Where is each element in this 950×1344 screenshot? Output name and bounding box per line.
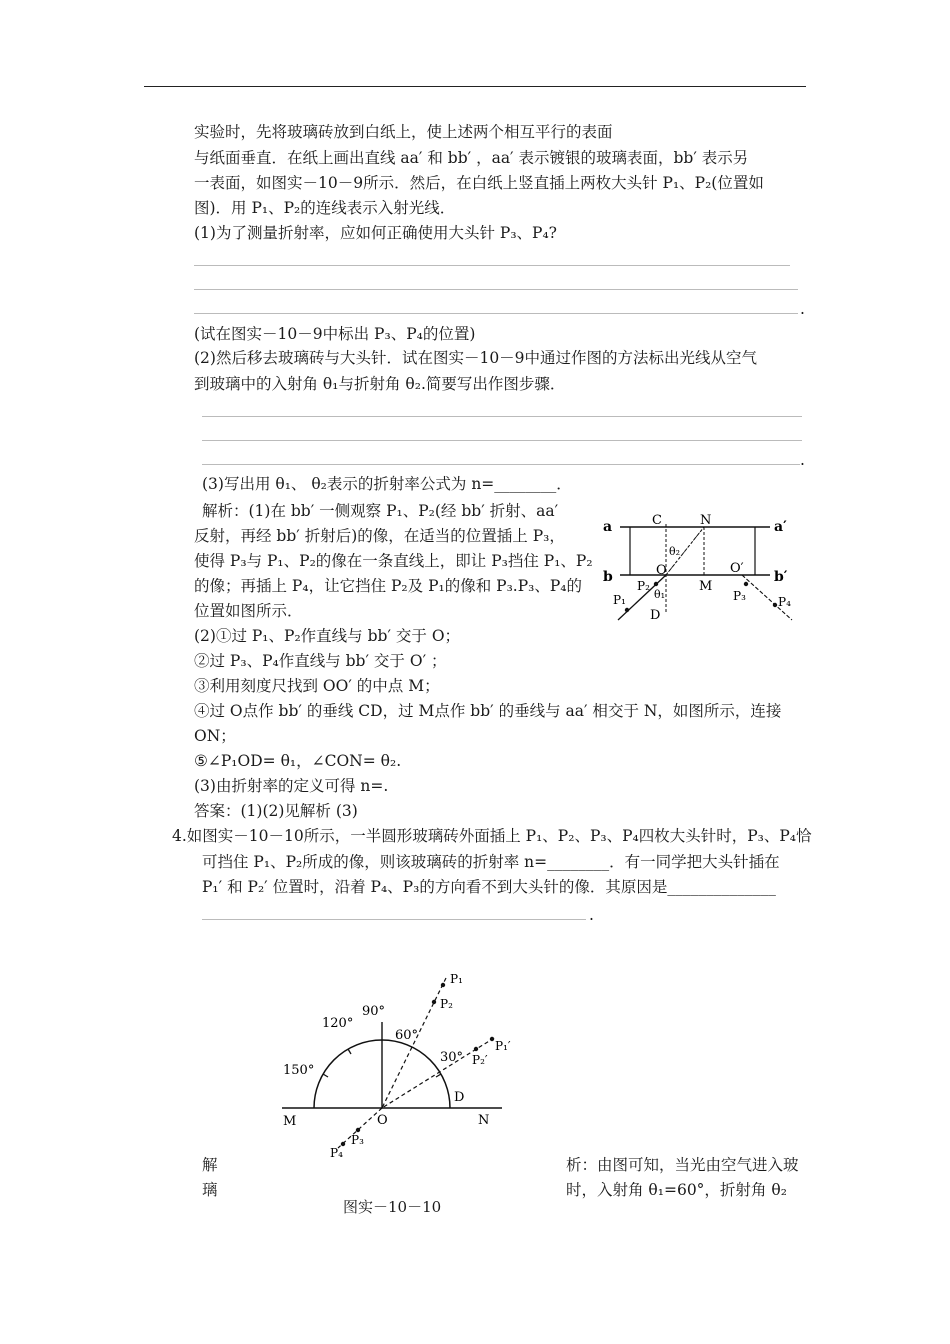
text-line: (2)①过 P₁、P₂作直线与 bb′ 交于 O； <box>194 627 461 645</box>
text-line: ②过 P₃、P₄作直线与 bb′ 交于 O′ ； <box>194 652 447 670</box>
pin-P1 <box>441 983 445 987</box>
figure-caption: 图实－10－10 <box>343 1198 442 1216</box>
label-M: M <box>283 1114 297 1129</box>
text-line: (3)写出用 θ₁、 θ₂表示的折射率公式为 n=________． <box>202 475 572 493</box>
text-line: 与纸面垂直．在纸上画出直线 aa′ 和 bb′ ，aa′ 表示镀银的玻璃表面，bb′ 表示另 <box>194 149 749 167</box>
label-P2: P₂ <box>637 579 650 593</box>
text-line: (试在图实－10－9中标出 P₃、P₄的位置) <box>194 325 476 343</box>
label-30: 30° <box>440 1050 464 1065</box>
text-line: 解析：(1)在 bb′ 一侧观察 P₁、P₂(经 bb′ 折射、aa′ <box>202 502 559 520</box>
label-C: C <box>652 513 662 528</box>
pin-P2 <box>654 582 658 586</box>
text-line: (2)然后移去玻璃砖与大头针．试在图实－10－9中通过作图的方法标出光线从空气 <box>194 349 758 367</box>
text-line: 答案：(1)(2)见解析 (3) <box>194 802 358 820</box>
label-P1: P₁ <box>450 972 463 986</box>
text-line: 实验时，先将玻璃砖放到白纸上，使上述两个相互平行的表面 <box>194 123 613 141</box>
text-line: 图)．用 P₁、P₂的连线表示入射光线． <box>194 199 456 217</box>
text-line: (3)由折射率的定义可得 n=. <box>194 777 389 795</box>
text-line: 解 <box>202 1156 218 1174</box>
label-P1: P₁ <box>613 593 626 607</box>
label-P1-prime: P₁′ <box>495 1039 511 1053</box>
text-line: ON； <box>194 727 236 745</box>
line-end-period: . <box>589 906 594 924</box>
answer-line <box>202 416 802 417</box>
label-O-prime: O′ <box>730 561 744 576</box>
pin-P1 <box>625 608 629 612</box>
text-line: ③利用刻度尺找到 OO′ 的中点 M； <box>194 677 440 695</box>
text-line: ④过 O点作 bb′ 的垂线 CD，过 M点作 bb′ 的垂线与 aa′ 相交于 N，如图所示，连接 <box>194 702 782 720</box>
pin-P2-prime <box>474 1047 478 1051</box>
label-P3: P₃ <box>351 1133 364 1147</box>
answer-line <box>194 289 798 290</box>
label-P4: P₄ <box>778 595 791 609</box>
pin-P2 <box>432 1000 436 1004</box>
text-line: 璃 <box>202 1181 218 1199</box>
text-line: 时，入射角 θ₁=60°，折射角 θ₂ <box>566 1181 787 1199</box>
line-end-period: . <box>800 300 805 318</box>
label-O: O <box>656 563 667 578</box>
pin-P3 <box>356 1128 360 1132</box>
label-P4: P₄ <box>330 1146 343 1160</box>
header-rule <box>144 86 806 87</box>
text-line: 析：由图可知，当光由空气进入玻 <box>566 1156 799 1174</box>
label-90: 90° <box>362 1004 386 1019</box>
label-P3: P₃ <box>733 589 746 603</box>
label-P2: P₂ <box>440 997 453 1011</box>
label-N: N <box>478 1113 490 1128</box>
label-theta2: θ₂ <box>669 545 681 558</box>
text-line: 的像；再插上 P₄，让它挡住 P₂及 P₁的像和 P₃.P₃、P₄的 <box>194 577 582 595</box>
answer-line <box>202 464 800 465</box>
label-60: 60° <box>395 1028 419 1043</box>
label-a: a <box>603 519 613 535</box>
answer-line <box>202 919 586 920</box>
text-line: 位置如图所示． <box>194 602 303 620</box>
text-line: 可挡住 P₁、P₂所成的像，则该玻璃砖的折射率 n=________．有一同学把大头针插在 <box>202 853 780 871</box>
label-D: D <box>454 1090 465 1105</box>
figure-10-10 <box>280 964 520 1164</box>
text-line: 到玻璃中的入射角 θ₁与折射角 θ₂.简要写出作图步骤． <box>194 375 566 393</box>
label-b-prime: b′ <box>774 569 788 585</box>
label-M: M <box>699 579 713 594</box>
answer-line <box>194 265 790 266</box>
text-line: 反射，再经 bb′ 折射后)的像，在适当的位置插上 P₃， <box>194 527 565 545</box>
pin-P4 <box>773 603 777 607</box>
label-b: b <box>603 569 613 585</box>
answer-line <box>202 440 802 441</box>
label-D: D <box>650 608 661 622</box>
text-line: (1)为了测量折射率，应如何正确使用大头针 P₃、P₄? <box>194 224 557 242</box>
label-a-prime: a′ <box>774 519 787 535</box>
text-line: 4.如图实－10－10所示，一半圆形玻璃砖外面插上 P₁、P₂、P₃、P₄四枚大头针时，P₃、P₄恰 <box>172 827 812 845</box>
text-line: 使得 P₃与 P₁、P₂的像在一条直线上，即让 P₃挡住 P₁、P₂ <box>194 552 593 570</box>
text-line: 一表面，如图实－10－9所示．然后，在白纸上竖直插上两枚大头针 P₁、P₂(位置如 <box>194 174 764 192</box>
label-N: N <box>700 513 712 528</box>
label-P2-prime: P₂′ <box>472 1053 488 1067</box>
text-line: P₁′ 和 P₂′ 位置时，沿着 P₄、P₃的方向看不到大头针的像．其原因是______________ <box>202 878 776 896</box>
pin-P3 <box>744 582 748 586</box>
line-end-period: . <box>800 451 805 469</box>
label-150: 150° <box>283 1063 315 1078</box>
answer-line <box>194 313 798 314</box>
text-line: ⑤∠P₁OD= θ₁，∠CON= θ₂. <box>194 752 402 770</box>
label-O: O <box>377 1113 388 1128</box>
figure-10-9 <box>600 512 800 622</box>
pin-P1-prime <box>490 1037 494 1041</box>
label-theta1: θ₁ <box>654 588 666 601</box>
label-120: 120° <box>322 1016 354 1031</box>
